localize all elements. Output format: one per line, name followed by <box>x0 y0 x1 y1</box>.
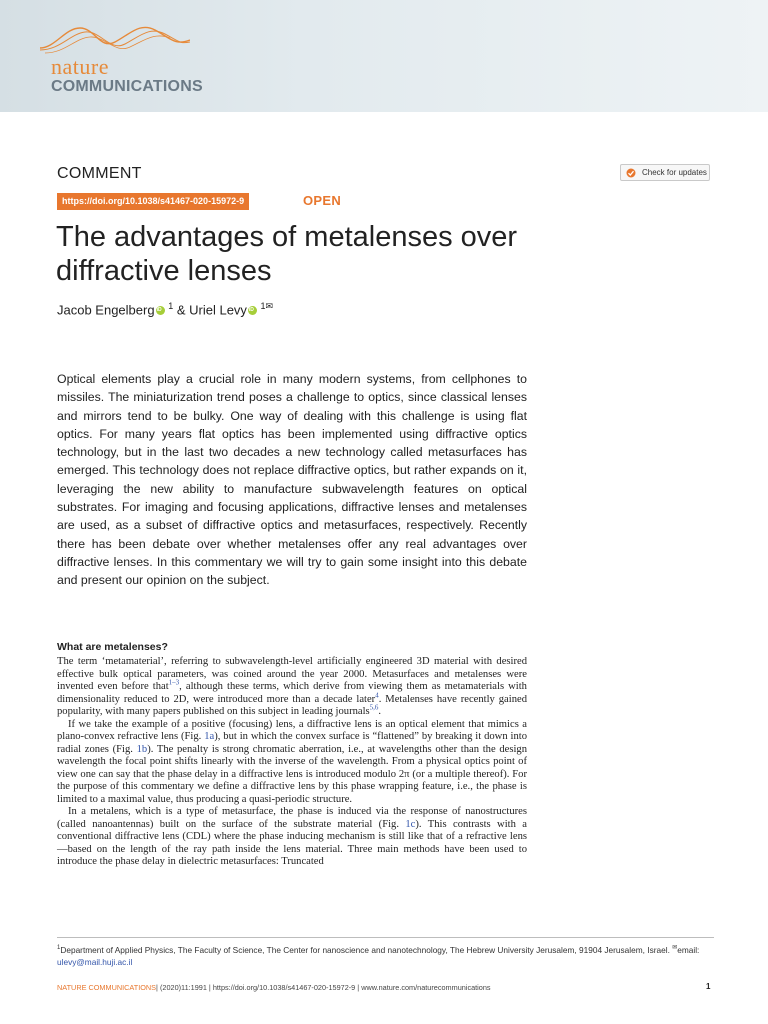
article-type-label: COMMENT <box>57 165 142 182</box>
figure-link[interactable]: 1b <box>136 743 148 755</box>
body-text-span: ). The penalty is strong chromatic aberration, i.e., at wavelengths other than the design wavelength the focal point shifts linearly with the inverse of the wavelength. From a physical optics point of view one can say that the phase delay in a diffractive lens is introduced modulo 2π (or a multiple thereof). For the purpose of this commentary we define a diffractive lens by this phase wrapping feature, i.e., the phase is limited to a maximal value, thus producing a quasi-periodic structure. <box>57 743 527 805</box>
body-text-span: The term ‘metamaterial’, referring to subwavelength-level artificially engineered 3D material with desired effective bulk optical parameters, was coined around the year 2000. Metasurfaces and metalenses were invented even before that <box>57 656 527 692</box>
doi-link[interactable]: https://doi.org/10.1038/s41467-020-15972-9 <box>57 193 249 210</box>
check-updates-icon <box>626 168 636 178</box>
email-label: email: <box>677 944 700 955</box>
journal-logo-nature: nature <box>51 54 109 79</box>
page-number: 1 <box>706 982 711 991</box>
body-text-span: , although these terms, which derive from viewing them as metamaterials with dimensionality reduced to 2D, were introduced more than a decade later <box>57 681 527 705</box>
footnote-number: 1 <box>57 945 61 951</box>
body-text-span: . <box>378 706 382 717</box>
page-footer <box>57 983 491 992</box>
author-name-1[interactable]: Jacob Engelberg <box>57 302 155 318</box>
section-heading: What are metalenses? <box>57 641 168 653</box>
body-paragraph-3 <box>57 806 527 869</box>
body-text <box>57 656 527 869</box>
body-paragraph-2 <box>57 719 527 807</box>
check-updates-label: Check for updates <box>642 168 707 177</box>
open-access-label: OPEN <box>303 193 342 208</box>
check-for-updates-button[interactable] <box>620 164 710 181</box>
footnote-divider <box>57 937 714 938</box>
footer-citation: | (2020)11:1991 | https://doi.org/10.1038/s41467-020-15972-9 | www.nature.com/naturecommunications <box>156 983 491 992</box>
orcid-icon[interactable] <box>156 306 165 315</box>
journal-logo-communications: COMMUNICATIONS <box>51 78 203 95</box>
body-text-span: ), but in which the convex surface is “flattened” by breaking it down into radial zones (Fig. <box>57 731 527 755</box>
journal-header-band <box>0 0 768 112</box>
abstract-paragraph: Optical elements play a crucial role in many modern systems, from cellphones to missiles. The miniaturization trend poses a challenge to optics, since classical lenses and mirrors tend to be bulky. One way of dealing with this challenge is using flat optics. For many years flat optics has been implemented using diffractive optics technology, but in the last two decades a new technology called metasurfaces has emerged. This technology does not replace diffractive optics, but rather expands on it, leveraging the new ability to manufacture subwavelength features on optical substrates. For imaging and focusing applications, diffractive lenses and metalenses are used, as a subset of diffractive optics and metasurfaces, respectively. Recently there has been debate over whether metalenses offer any real advantages over diffractive lenses. In this commentary we will try to gain some insight into this debate and present our opinion on the subject. <box>57 372 527 588</box>
affiliation-footnote <box>57 942 714 969</box>
figure-link[interactable]: 1c <box>405 818 416 830</box>
author-name-2[interactable]: Uriel Levy <box>189 302 247 318</box>
author-list <box>57 301 273 317</box>
body-text-span: In a metalens, which is a type of metasurface, the phase is induced via the response of nanostructures (called nanoantennas) built on the surface of the substrate material (Fig. <box>57 806 527 830</box>
body-text-span: ). This contrasts with a conventional diffractive lens (CDL) where the phase inducing mechanism is still like that of a refractive lens—based on the length of the ray path inside the lens material. Three main methods have been used to introduce the phase delay in dielectric metasurfaces: Truncated <box>57 818 527 867</box>
email-link[interactable]: ulevy@mail.huji.ac.il <box>57 957 133 968</box>
article-title: The advantages of metalenses over diffractive lenses <box>56 221 518 287</box>
email-mark: ✉ <box>672 945 678 951</box>
orcid-icon[interactable] <box>248 306 257 315</box>
reference-link[interactable]: 4 <box>375 690 379 699</box>
reference-link[interactable]: 1–3 <box>168 678 180 687</box>
reference-link[interactable]: 5,6 <box>369 703 379 712</box>
figure-link[interactable]: 1a <box>204 731 215 742</box>
body-text-span: . Metalenses have recently gained popularity, with many papers published on this subject in leading journals <box>57 693 527 717</box>
author-separator: & <box>173 302 190 318</box>
affiliation-text: Department of Applied Physics, The Faculty of Science, The Center for nanoscience and nanotechnology, The Hebrew University Jerusalem, 91904 Jerusalem, Israel. <box>60 944 673 955</box>
body-text-span: If we take the example of a positive (focusing) lens, a diffractive lens is an optical element that mimics a plano-convex refractive lens (Fig. <box>57 718 527 742</box>
author-affiliation-2: 1✉ <box>260 301 274 311</box>
footer-journal-name: NATURE COMMUNICATIONS <box>57 983 157 992</box>
author-affiliation-1: 1 <box>168 301 174 311</box>
body-paragraph-1 <box>57 656 527 719</box>
